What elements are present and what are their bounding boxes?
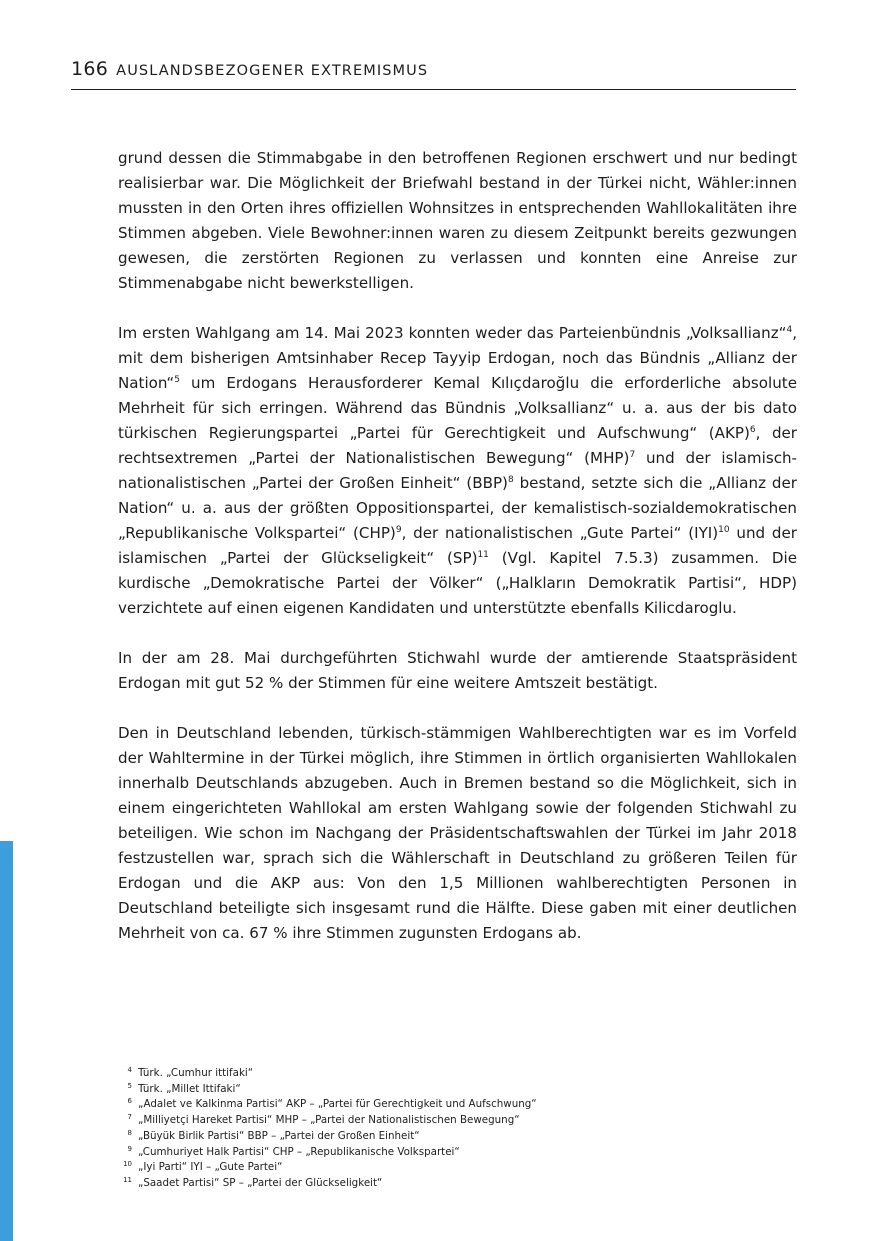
footnote-ref-4: 4 [786,325,793,335]
footnote-number: 5 [127,1081,132,1090]
footnote-ref-6: 6 [749,425,756,435]
paragraph-2-text: , der rechtsextremen „Partei der Nationalistischen Bewegung“ (MHP) [118,424,798,467]
footnote [118,1066,797,1082]
paragraph-4: Den in Deutschland lebenden, türkisch-stämmigen Wahlberechtigten war es im Vorfeld der Wahltermine in der Türkei möglich, ihre Stimmen in örtlich organisierten Wahllokalen innerhalb Deutschlands abzugeben. Auch in Bremen bestand so die Möglichkeit, sich in einem eingerichteten Wahllokal am ersten Wahlgang sowie der folgenden Stichwahl zu beteiligen. Wie schon im Nachgang der Präsidentschaftswahlen der Türkei im Jahr 2018 festzustellen war, sprach sich die Wählerschaft in Deutschland zu größeren Teilen für Erdogan und die AKP aus: Von den 1,5 Millionen wahlberechtigten Personen in Deutschland beteiligte sich insgesamt rund die Hälfte. Diese gaben mit einer deutlichen Mehrheit von ca. 67 % ihre Stimmen zugunsten Erdogans ab. [118,724,797,942]
footnote-text: „Milliyetçi Hareket Partisi“ MHP – „Partei der Nationalistischen Bewegung“ [138,1114,520,1127]
paragraph-2-text: Im ersten Wahlgang am 14. Mai 2023 konnten weder das Parteienbündnis „Volksallianz“ [118,324,787,342]
footnote-text: Türk. „Cumhur ittifaki“ [138,1067,254,1079]
paragraph-2-text: (Vgl. Kapitel 7.5.3) zusammen. Die kurdische „Demokratische Partei der Völker“ („Halkların Demokratik Partisi“, HDP) verzichtete auf einen eigenen Kandidaten und unterstützte ebenfalls Kilicdaroglu. [118,549,797,617]
footnote [118,1082,797,1098]
paragraph-2-text: bestand, setzte sich die „Allianz der Nation“ u. a. aus der größten Oppositionspartei, der kemalistisch-sozialdemokratischen „Republikanische Volkspartei“ (CHP) [118,474,797,542]
footnote-text: „Cumhuriyet Halk Partisi“ CHP – „Republikanische Volkspartei“ [138,1145,460,1158]
paragraph-2-text: und der islamisch-nationalistischen „Partei der Großen Einheit“ (BBP) [118,449,797,492]
footnote-ref-7: 7 [629,450,636,460]
paragraph-2-text: , der nationalistischen „Gute Partei“ (IYI) [401,524,719,542]
footnote-ref-10: 10 [718,525,730,535]
footnote [118,1097,797,1113]
footnotes [118,1066,797,1192]
paragraph-2 [118,321,797,621]
footnote-number: 6 [127,1097,132,1106]
page-header [71,58,796,90]
footnote [118,1145,797,1161]
footnote [118,1160,797,1176]
body-text [118,146,797,971]
footnote-text: „Iyi Parti“ IYI – „Gute Partei“ [138,1161,283,1174]
footnote-ref-9: 9 [395,525,402,535]
footnote-text: „Saadet Partisi“ SP – „Partei der Glückseligkeit“ [138,1176,383,1189]
footnote-number: 9 [127,1144,132,1153]
footnote-text: Türk. „Millet Ittifaki“ [138,1082,241,1095]
paragraph-3: In der am 28. Mai durchgeführten Stichwahl wurde der amtierende Staatspräsident Erdogan mit gut 52 % der Stimmen für eine weitere Amtszeit bestätigt. [118,649,797,692]
footnote-ref-8: 8 [507,475,514,485]
footnote-number: 7 [127,1113,132,1122]
page-number: 166 [71,58,109,80]
footnote [118,1176,797,1192]
chapter-color-tab [0,841,13,1241]
footnote-number: 11 [123,1175,132,1184]
footnote-number: 8 [127,1128,132,1137]
paragraph-2-text: , mit dem bisherigen Amtsinhaber Recep Tayyip Erdogan, noch das Bündnis „Allianz der Nation“ [118,324,797,392]
footnote-number: 4 [127,1066,132,1074]
paragraph-1: grund dessen die Stimmabgabe in den betroffenen Regionen erschwert und nur bedingt realisierbar war. Die Möglichkeit der Briefwahl bestand in der Türkei nicht, Wähler:innen mussten in den Orten ihres offiziellen Wohnsitzes in entsprechenden Wahllokalitäten ihre Stimmen abgeben. Viele Bewohner:innen waren zu diesem Zeitpunkt bereits gezwungen gewesen, die zerstörten Regionen zu verlassen und konnten eine Anreise zur Stimmenabgabe nicht bewerkstelligen. [118,149,797,292]
footnote-number: 10 [123,1160,132,1169]
footnote [118,1129,797,1145]
footnote-ref-5: 5 [174,375,180,385]
footnote [118,1113,797,1129]
running-title: AUSLANDSBEZOGENER EXTREMISMUS [116,63,429,79]
footnote-text: „Adalet ve Kalkinma Partisi“ AKP – „Partei für Gerechtigkeit und Aufschwung“ [138,1098,537,1111]
paragraph-2-text: und der islamischen „Partei der Glückseligkeit“ (SP) [118,524,797,567]
footnote-ref-11: 11 [477,550,489,560]
paragraph-2-text: um Erdogans Herausforderer Kemal Kılıçdaroğlu die erforderliche absolute Mehrheit für sich erringen. Während das Bündnis „Volksallianz“ u. a. aus der bis dato türkischen Regierungspartei „Partei für Gerechtigkeit und Aufschwung“ (AKP) [118,374,797,442]
footnote-text: „Büyük Birlik Partisi“ BBP – „Partei der Großen Einheit“ [138,1129,420,1142]
